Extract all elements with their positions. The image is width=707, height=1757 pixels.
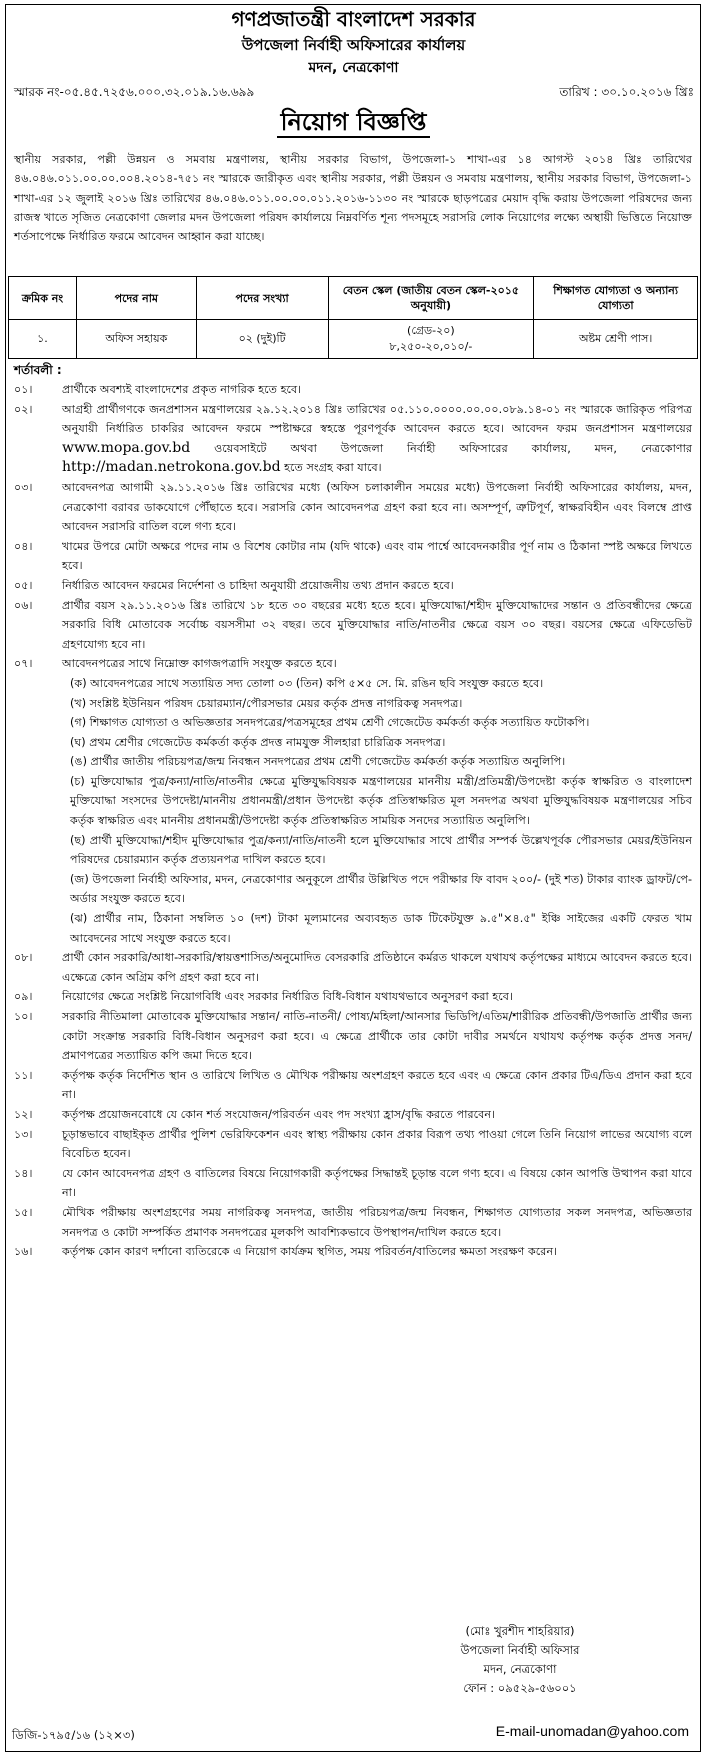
condition-text: সরকারি নীতিমালা মোতাবেক মুক্তিযোদ্ধার সন্তান/ নাতি-নাতনী/ পোষ্য/মহিলা/আনসার ভিডিপি/এতিম/শারীরিক প্রতিবন্ধী/উপজাতি প্রার্থীর জন্য কোটা সংক্রান্ত সরকারি বিধি-বিধান অনুসরণ করা হবে। এ ক্ষেত্রে প্রার্থীকে তার কোটা দাবীর সমর্থনে যথাযথ কর্তৃপক্ষ কর্তৃক প্রদত্ত সনদ/প্রমাণপত্রের সত্যায়িত কপি জমা দিতে হবে। bbox=[62, 1010, 692, 1063]
cell-count: ০২ (দুই)টি bbox=[196, 320, 328, 359]
condition-number: ০৬। bbox=[14, 598, 33, 612]
cell-grade: (গ্রেড-২০) bbox=[407, 324, 455, 337]
condition-number: ০৪। bbox=[14, 539, 33, 553]
condition-text: খামের উপরে মোটা অক্ষরে পদের নাম ও বিশেষ কোটার নাম (যদি থাকে) এবং বাম পার্শ্বে আবেদনকারীর পূর্ণ নাম ও ঠিকানা স্পষ্ট অক্ষরে লিখতে হবে। bbox=[62, 539, 692, 573]
condition-number: ০৫। bbox=[14, 578, 33, 592]
col-serial: ক্রমিক নং bbox=[9, 277, 77, 320]
col-count: পদের সংখ্যা bbox=[196, 277, 328, 320]
condition-number: ০৩। bbox=[14, 480, 33, 494]
conditions-title: শর্তাবলী : bbox=[14, 363, 62, 377]
condition-text: নিয়োগের ক্ষেত্রে সংশ্লিষ্ট নিয়োগবিধি এবং সরকার নির্ধারিত বিধি-বিধান যথাযথভাবে অনুসরণ করা হবে। bbox=[62, 990, 513, 1004]
sub-condition-ga: (গ) শিক্ষাগত যোগ্যতা ও অভিজ্ঞতার সনদপত্রের/পত্রসমূহের প্রথম শ্রেণী গেজেটেড কর্মকর্তা কর্তৃক সত্যায়িত ফটোকপি। bbox=[70, 716, 590, 730]
condition-text-part: আগ্রহী প্রার্থীগণকে জনপ্রশাসন মন্ত্রণালয়ের ২৯.১২.২০১৪ খ্রিঃ তারিখের ০৫.১১০.০০০০.০০.০০.০৮৯.১৪-০১ নং স্মারকে জারিকৃত পরিপত্র অনুযায়ী নির্ধারিত চাকরির আবেদন ফরমে স্পষ্টাক্ষরে স্বহস্তে পূরণপূর্বক আবেদন করতে হবে। আবেদন ফরম জনপ্রশাসন মন্ত্রণালয়ের bbox=[62, 402, 692, 436]
condition-item bbox=[10, 1066, 692, 1105]
condition-number: ১২। bbox=[14, 1107, 33, 1121]
signatory-designation: উপজেলা নির্বাহী অফিসার bbox=[460, 1643, 580, 1657]
condition-item bbox=[10, 1242, 692, 1262]
notice-title-text: নিয়োগ বিজ্ঞপ্তি bbox=[277, 108, 431, 138]
condition-item bbox=[10, 478, 692, 537]
posts-table bbox=[8, 276, 698, 359]
condition-text: মৌখিক পরীক্ষায় অংশগ্রহণের সময় নাগরিকত্ব সনদপত্র, জাতীয় পরিচয়পত্র/জন্ম নিবন্ধন, শিক্ষাগত যোগ্যতার সকল সনদপত্র, অভিজ্ঞতার সনদপত্র ও কোটা সম্পর্কিত প্রমাণক সনদপত্রের মূলকপি আবশ্যিকভাবে উপস্থাপন/দাখিল করতে হবে। bbox=[62, 1205, 692, 1239]
condition-item bbox=[10, 1125, 692, 1164]
condition-number: ১১। bbox=[14, 1068, 33, 1082]
condition-text-part: হতে সংগ্রহ করা যাবে। bbox=[284, 461, 382, 475]
condition-text: কর্তৃপক্ষ কর্তৃক নির্দেশিত স্থান ও তারিখে লিখিত ও মৌখিক পরীক্ষায় অংশগ্রহণ করতে হবে এবং এ ক্ষেত্রে কোন প্রকার টিএ/ডিএ প্রদান করা হবে না। bbox=[62, 1068, 692, 1102]
condition-item bbox=[10, 1164, 692, 1203]
sub-condition-kha: (খ) সংশ্লিষ্ট ইউনিয়ন পরিষদ চেয়ারম্যান/পৌরসভার মেয়র কর্তৃক প্রদত্ত নাগরিকত্ব সনদপত্র। bbox=[70, 696, 463, 710]
condition-number: ০৮। bbox=[14, 951, 33, 965]
condition-number: ০১। bbox=[14, 383, 33, 396]
condition-item bbox=[10, 537, 692, 576]
notice-title bbox=[0, 106, 707, 138]
sub-condition-gha: (ঘ) প্রথম শ্রেণীর গেজেটেড কর্মকর্তা কর্তৃক প্রদত্ত নামযুক্ত সীলহারা চারিত্রিক সনদপত্র। bbox=[70, 735, 446, 749]
condition-number: ০৯। bbox=[14, 990, 33, 1004]
signatory-place: মদন, নেত্রকোণা bbox=[483, 1662, 557, 1676]
cell-scale bbox=[328, 320, 534, 359]
madan-link[interactable]: http://madan.netrokona.gov.bd bbox=[62, 459, 281, 476]
sub-condition-cha: (চ) মুক্তিযোদ্ধার পুত্র/কন্যা/নাতি/নাতনীর ক্ষেত্রে মুক্তিযুদ্ধবিষয়ক মন্ত্রণালয়ের মাননীয় মন্ত্রী/প্রতিমন্ত্রী/উপদেষ্টা কর্তৃক স্বাক্ষরিত ও বাংলাদেশ মুক্তিযোদ্ধা সংসদের উপদেষ্টা/মাননীয় প্রধানমন্ত্রী/প্রধান উপদেষ্টা কর্তৃক প্রতিস্বাক্ষরিত মূল সনদপত্র অথবা মুক্তিযুদ্ধবিষয়ক মন্ত্রণালয়ের সচিব কর্তৃক স্বাক্ষরিত এবং মাননীয় প্রধানমন্ত্রী/উপদেষ্টা কর্তৃক প্রতিস্বাক্ষরিত সাময়িক সনদের সত্যায়িত অনুলিপি। bbox=[70, 774, 692, 828]
dg-code: ডিজি-১৭৯৫/১৬ (১২×৩) bbox=[12, 1728, 135, 1742]
intro-paragraph: স্থানীয় সরকার, পল্লী উন্নয়ন ও সমবায় মন্ত্রণালয়, স্থানীয় সরকার বিভাগ, উপজেলা-১ শাখা-এর ১৪ আগস্ট ২০১৪ খ্রিঃ তারিখের ৪৬.০৪৬.০১১.০০.০০.০০৪.২০১৪-৭৫১ নং স্মারকে জারীকৃত এবং স্থানীয় সরকার, পল্লী উন্নয়ন ও সমবায় মন্ত্রণালয়, স্থানীয় সরকার বিভাগ, উপজেলা-১ শাখা-এর ১২ জুলাই ২০১৬ খ্রিঃ তারিখের ৪৬.০৪৬.০১১.০০.০০.০১১.২০১৬-১১৩০ নং স্মারকে ছাড়পত্রের মেয়াদ বৃদ্ধি করায় উপজেলা পরিষদের জন্য রাজস্ব খাতে সৃজিত নেত্রকোণা জেলার মদন উপজেলা পরিষদ কার্যালয়ে নিম্নবর্ণিত শূন্য পদসমূহে সরাসরি লোক নিয়োগের লক্ষ্যে অস্থায়ী ভিত্তিতে নিয়োক্ত শর্তসাপেক্ষে নির্ধারিত ফরমে আবেদন আহ্বান করা যাচ্ছে। bbox=[14, 153, 692, 244]
contact-email: E-mail-unomadan@yahoo.com bbox=[495, 1723, 689, 1739]
office-heading: উপজেলা নির্বাহী অফিসারের কার্যালয় bbox=[241, 36, 466, 54]
sub-condition-jha: (ঝ) প্রার্থীর নাম, ঠিকানা সম্বলিত ১০ (দশ) টাকা মূল্যমানের অব্যবহৃত ডাক টিকেটযুক্ত ৯.৫"×৪.৫" ইঞ্চি সাইজের একটি ফেরত খাম আবেদনের সাথে সংযুক্ত করতে হবে। bbox=[70, 912, 692, 945]
condition-item bbox=[10, 948, 692, 987]
sub-condition-uo: (ঙ) প্রার্থীর জাতীয় পরিচয়পত্র/জন্ম নিবন্ধন সনদপত্রের প্রথম শ্রেণী গেজেটেড কর্মকর্তা কর্তৃক সত্যায়িত অনুলিপি। bbox=[70, 755, 566, 769]
sub-condition-ja: (জ) উপজেলা নির্বাহী অফিসার, মদন, নেত্রকোণার অনুকূলে প্রার্থীর উল্লিখিত পদে পরীক্ষার ফি বাবদ ২০০/- (দুই শত) টাকার ব্যাংক ড্রাফট/পে-অর্ডার সংযুক্ত করতে হবে। bbox=[70, 872, 692, 906]
condition-text: প্রার্থী কোন সরকারি/আধা-সরকারি/স্বায়ত্তশাসিত/অনুমোদিত বেসরকারি প্রতিষ্ঠানে কর্মরত থাকলে যথাযথ কর্তৃপক্ষের মাধ্যমে আবেদন করতে হবে। এক্ষেত্রে কোন অগ্রিম কপি গ্রহণ করা হবে না। bbox=[62, 951, 692, 984]
condition-item bbox=[10, 654, 692, 674]
signature-block bbox=[380, 1622, 660, 1698]
cell-scale-range: ৮,২৫০-২০,০১০/- bbox=[389, 340, 473, 353]
sub-condition-chha: (ছ) প্রার্থী মুক্তিযোদ্ধা/শহীদ মুক্তিযোদ্ধার পুত্র/কন্যা/নাতি/নাতনী হলে মুক্তিযোদ্ধার সাথে প্রার্থীর সম্পর্ক উল্লেখপূর্বক পৌরসভার মেয়র/ইউনিয়ন পরিষদের চেয়ারম্যান কর্তৃক প্রত্যয়নপত্র দাখিল করতে হবে। bbox=[70, 833, 692, 867]
condition-text: যে কোন আবেদনপত্র গ্রহণ ও বাতিলের বিষয়ে নিয়োগকারী কর্তৃপক্ষের সিদ্ধান্তই চূড়ান্ত বলে গণ্য হবে। এ বিষয়ে কোন আপত্তি উত্থাপন করা যাবে না। bbox=[62, 1166, 692, 1200]
condition-item bbox=[10, 400, 692, 478]
condition-text: নির্ধারিত আবেদন ফরমের নির্দেশনা ও চাহিদা অনুযায়ী প্রয়োজনীয় তথ্য প্রদান করতে হবে। bbox=[62, 578, 454, 592]
condition-text: আবেদনপত্রের সাথে নিম্নোক্ত কাগজপত্রাদি সংযুক্ত করতে হবে। bbox=[62, 657, 337, 671]
condition-text: প্রার্থীর বয়স ২৯.১১.২০১৬ খ্রিঃ তারিখে ১৮ হতে ৩০ বছরের মধ্যে হতে হবে। মুক্তিযোদ্ধা/শহীদ মুক্তিযোদ্ধাদের সন্তান ও প্রতিবন্ধীদের ক্ষেত্রে সরকারি বিধি মোতাবেক সর্বোচ্চ বয়সসীমা ৩২ বছর। তবে মুক্তিযোদ্ধার নাতি/নাতনীর ক্ষেত্রে বয়স ৩০ বছর। বয়সের ক্ষেত্রে এফিডেভিট গ্রহণযোগ্য হবে না। bbox=[62, 598, 692, 651]
table-header-row bbox=[9, 277, 698, 320]
condition-number: ১৫। bbox=[14, 1205, 33, 1219]
cell-qualification: অষ্টম শ্রেণী পাস। bbox=[534, 320, 698, 359]
condition-item bbox=[10, 1203, 692, 1242]
condition-text bbox=[62, 400, 692, 478]
condition-number: ১৬। bbox=[14, 1245, 33, 1259]
condition-item bbox=[10, 380, 692, 400]
col-post: পদের নাম bbox=[76, 277, 196, 320]
reference-line bbox=[14, 84, 694, 102]
condition-item bbox=[10, 1007, 692, 1066]
condition-number: ১০। bbox=[14, 1010, 33, 1023]
condition-text: কর্তৃপক্ষ কোন কারণ দর্শানো ব্যতিরেকে এ নিয়োগ কার্যক্রম স্থগিত, সময় পরিবর্তন/বাতিলের ক্ষমতা সংরক্ষণ করেন। bbox=[62, 1245, 558, 1259]
condition-number: ০৭। bbox=[14, 657, 33, 671]
condition-text: চূড়ান্তভাবে বাছাইকৃত প্রার্থীর পুলিশ ভেরিফিকেশন এবং স্বাস্থ্য পরীক্ষায় কোন প্রকার বিরূপ তথ্য পাওয়া গেলে তিনি নিয়োগ লাভের অযোগ্য বলে বিবেচিত হবেন। bbox=[62, 1127, 692, 1161]
cell-post: অফিস সহায়ক bbox=[76, 320, 196, 359]
cell-serial: ১. bbox=[9, 320, 77, 359]
memo-number: স্মারক নং-০৫.৪৫.৭২৫৬.০০০.৩২.০১৯.১৬.৬৯৯ bbox=[14, 85, 255, 99]
condition-item bbox=[10, 987, 692, 1007]
condition-number: ১৩। bbox=[14, 1127, 33, 1141]
condition-text: প্রার্থীকে অবশ্যই বাংলাদেশের প্রকৃত নাগরিক হতে হবে। bbox=[62, 383, 302, 396]
mopa-link[interactable]: www.mopa.gov.bd bbox=[62, 439, 191, 456]
condition-item bbox=[10, 576, 692, 596]
condition-text: আবেদনপত্র আগামী ২৯.১১.২০১৬ খ্রিঃ তারিখের মধ্যে (অফিস চলাকালীন সময়ের মধ্যে) উপজেলা নির্বাহী অফিসারের কার্যালয়, মদন, নেত্রকোণা বরাবর ডাকযোগে পৌঁছাতে হবে। সরাসরি কোন আবেদনপত্র গ্রহণ করা হবে না। অসম্পূর্ণ, ত্রুটিপূর্ণ, স্বাক্ষরবিহীন এবং বিলম্বে প্রাপ্ত আবেদন সরাসরি বাতিল বলে গণ্য হবে। bbox=[62, 480, 692, 534]
govt-heading: গণপ্রজাতন্ত্রী বাংলাদেশ সরকার bbox=[231, 7, 476, 31]
memo-date: তারিখ : ৩০.১০.২০১৬ খ্রিঃ bbox=[559, 85, 694, 99]
condition-number: ১৪। bbox=[14, 1166, 33, 1180]
sub-condition-ka: (ক) আবেদনপত্রের সাথে সত্যায়িত সদ্য তোলা ০৩ (তিন) কপি ৫×৫ সে. মি. রঙিন ছবি সংযুক্ত করতে হবে। bbox=[70, 676, 544, 690]
signatory-name: (মোঃ খুরশীদ শাহরিয়ার) bbox=[465, 1624, 575, 1638]
col-qualification: শিক্ষাগত যোগ্যতা ও অন্যান্য যোগ্যতা bbox=[534, 277, 698, 320]
condition-number: ০২। bbox=[14, 402, 33, 416]
condition-item bbox=[10, 596, 692, 655]
col-scale: বেতন স্কেল (জাতীয় বেতন স্কেল-২০১৫ অনুযায়ী) bbox=[328, 277, 534, 320]
signatory-phone: ফোন : ০৯৫২৯-৫৬০০১ bbox=[463, 1681, 577, 1695]
table-row bbox=[9, 320, 698, 359]
location-heading: মদন, নেত্রকোণা bbox=[308, 60, 399, 76]
conditions-list bbox=[10, 380, 692, 1262]
condition-text-part: ওয়েবসাইটে অথবা উপজেলা নির্বাহী অফিসারের কার্যালয়, মদন, নেত্রকোণার bbox=[214, 441, 692, 455]
condition-text: কর্তৃপক্ষ প্রয়োজনবোধে যে কোন শর্ত সংযোজন/পরিবর্তন এবং পদ সংখ্যা হ্রাস/বৃদ্ধি করতে পারবেন। bbox=[62, 1107, 496, 1121]
condition-item bbox=[10, 1105, 692, 1125]
